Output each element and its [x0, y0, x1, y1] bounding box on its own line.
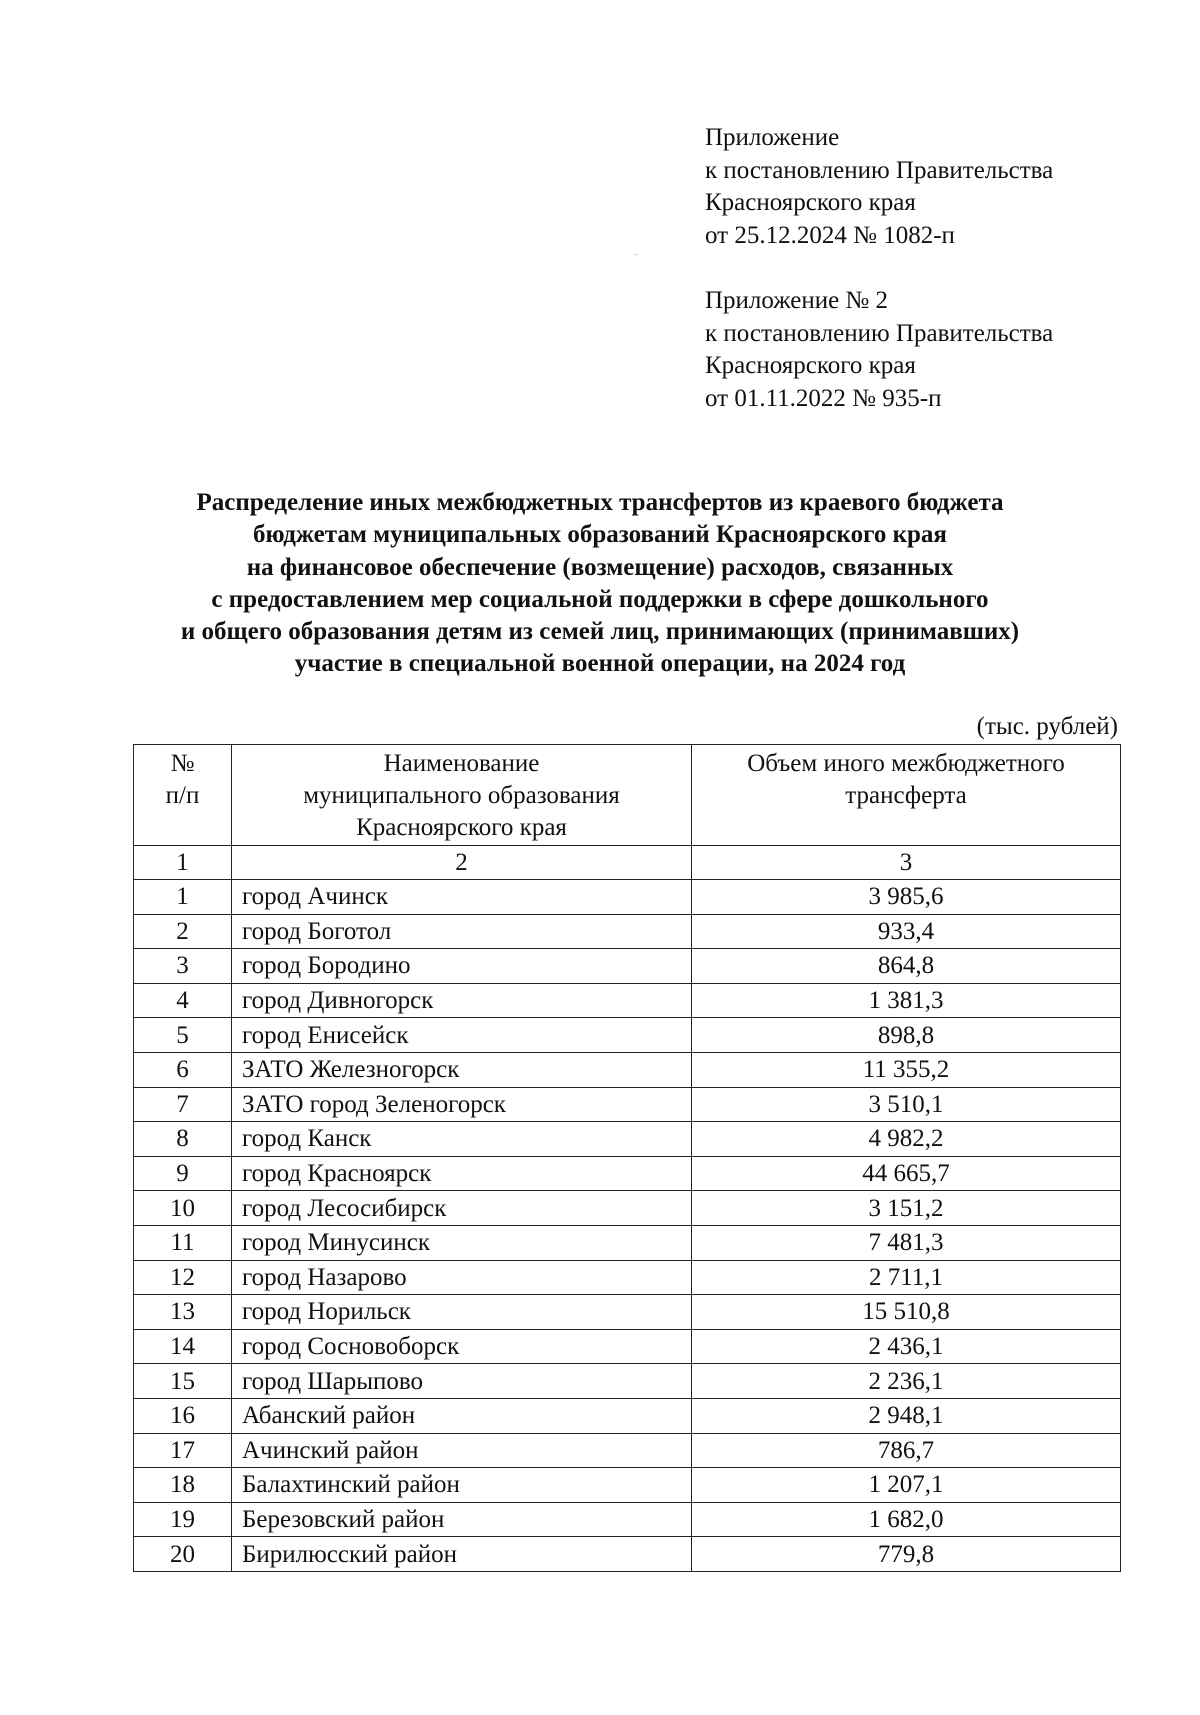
- transfer-amount: 3 510,1: [692, 1087, 1121, 1122]
- table-row: [134, 1537, 1121, 1572]
- row-number: 10: [134, 1191, 232, 1226]
- row-number: 8: [134, 1122, 232, 1157]
- table-row: [134, 1398, 1121, 1433]
- units-label: (тыс. рублей): [976, 713, 1118, 740]
- transfer-amount: 3 151,2: [692, 1191, 1121, 1226]
- municipality-name: город Шарыпово: [232, 1364, 692, 1399]
- table-row: [134, 1468, 1121, 1503]
- table-row: [134, 1018, 1121, 1053]
- row-number: 7: [134, 1087, 232, 1122]
- transfer-amount: 2 948,1: [692, 1398, 1121, 1433]
- header-number: № п/п: [134, 745, 232, 846]
- title-line: с предоставлением мер социальной поддержки в сфере дошкольного: [211, 585, 989, 613]
- municipality-name: ЗАТО Железногорск: [232, 1052, 692, 1087]
- transfer-amount: 3 985,6: [692, 880, 1121, 915]
- table-row: [134, 1156, 1121, 1191]
- municipality-name: город Боготол: [232, 914, 692, 949]
- transfer-amount: 779,8: [692, 1537, 1121, 1572]
- appendix-decree-ref: к постановлению Правительства: [705, 319, 1054, 347]
- table-row: [134, 914, 1121, 949]
- title-line: Распределение иных межбюджетных трансфертов из краевого бюджета: [196, 489, 1004, 516]
- transfer-amount: 2 236,1: [692, 1364, 1121, 1399]
- row-number: 2: [134, 914, 232, 949]
- row-number: 17: [134, 1433, 232, 1468]
- appendix-region: Красноярского края: [705, 352, 916, 379]
- table-row: [134, 983, 1121, 1018]
- distribution-table: [133, 744, 1121, 1572]
- table-row: [134, 1122, 1121, 1157]
- table-row: [134, 1502, 1121, 1537]
- table-header-row: [134, 745, 1121, 846]
- column-number: 1: [134, 846, 232, 880]
- scan-speck: [634, 254, 637, 255]
- table-row: [134, 1191, 1121, 1226]
- table-row: [134, 1364, 1121, 1399]
- municipality-name: Бирилюсский район: [232, 1537, 692, 1572]
- transfer-amount: 898,8: [692, 1018, 1121, 1053]
- row-number: 11: [134, 1225, 232, 1260]
- municipality-name: Балахтинский район: [232, 1468, 692, 1503]
- table-row: [134, 949, 1121, 984]
- row-number: 14: [134, 1329, 232, 1364]
- municipality-name: город Назарово: [232, 1260, 692, 1295]
- transfer-amount: 44 665,7: [692, 1156, 1121, 1191]
- row-number: 19: [134, 1502, 232, 1537]
- row-number: 18: [134, 1468, 232, 1503]
- table-row: [134, 1329, 1121, 1364]
- title-line: бюджетам муниципальных образований Красноярского края: [253, 521, 947, 549]
- table-row: [134, 880, 1121, 915]
- municipality-name: город Красноярск: [232, 1156, 692, 1191]
- municipality-name: город Дивногорск: [232, 983, 692, 1018]
- municipality-name: город Лесосибирск: [232, 1191, 692, 1226]
- transfer-amount: 1 207,1: [692, 1468, 1121, 1503]
- appendix-label: Приложение: [705, 124, 840, 151]
- row-number: 5: [134, 1018, 232, 1053]
- transfer-amount: 2 436,1: [692, 1329, 1121, 1364]
- row-number: 13: [134, 1295, 232, 1330]
- transfer-amount: 4 982,2: [692, 1122, 1121, 1157]
- table-row: [134, 1087, 1121, 1122]
- transfer-amount: 1 381,3: [692, 983, 1121, 1018]
- municipality-name: город Бородино: [232, 949, 692, 984]
- table-row: [134, 1260, 1121, 1295]
- row-number: 9: [134, 1156, 232, 1191]
- row-number: 20: [134, 1537, 232, 1572]
- municipality-name: город Ачинск: [232, 880, 692, 915]
- header-municipality: Наименование муниципального образования Красноярского края: [232, 745, 692, 846]
- appendix-decree-ref: к постановлению Правительства: [705, 156, 1054, 184]
- row-number: 6: [134, 1052, 232, 1087]
- column-number: 3: [692, 846, 1121, 880]
- table-row: [134, 1225, 1121, 1260]
- header-transfer-volume: Объем иного межбюджетного трансферта: [692, 745, 1121, 846]
- municipality-name: город Енисейск: [232, 1018, 692, 1053]
- transfer-amount: 7 481,3: [692, 1225, 1121, 1260]
- transfer-amount: 864,8: [692, 949, 1121, 984]
- transfer-amount: 933,4: [692, 914, 1121, 949]
- municipality-name: город Канск: [232, 1122, 692, 1157]
- table-row: [134, 1052, 1121, 1087]
- appendix-block-current: [705, 122, 1165, 252]
- transfer-amount: 11 355,2: [692, 1052, 1121, 1087]
- row-number: 16: [134, 1398, 232, 1433]
- appendix-date-number: от 25.12.2024 № 1082-п: [705, 221, 955, 249]
- municipality-name: город Минусинск: [232, 1225, 692, 1260]
- municipality-name: город Норильск: [232, 1295, 692, 1330]
- transfer-amount: 1 682,0: [692, 1502, 1121, 1537]
- municipality-name: Ачинский район: [232, 1433, 692, 1468]
- municipality-name: Абанский район: [232, 1398, 692, 1433]
- row-number: 15: [134, 1364, 232, 1399]
- municipality-name: ЗАТО город Зеленогорск: [232, 1087, 692, 1122]
- appendix-label: Приложение № 2: [705, 287, 889, 314]
- municipality-name: город Сосновоборск: [232, 1329, 692, 1364]
- row-number: 1: [134, 880, 232, 915]
- table-row: [134, 1295, 1121, 1330]
- municipality-name: Березовский район: [232, 1502, 692, 1537]
- column-number-row: [134, 846, 1121, 880]
- row-number: 12: [134, 1260, 232, 1295]
- column-number: 2: [232, 846, 692, 880]
- row-number: 3: [134, 949, 232, 984]
- row-number: 4: [134, 983, 232, 1018]
- appendix-region: Красноярского края: [705, 189, 916, 216]
- transfer-amount: 2 711,1: [692, 1260, 1121, 1295]
- transfer-amount: 15 510,8: [692, 1295, 1121, 1330]
- document-title: [120, 487, 1080, 681]
- title-line: и общего образования детям из семей лиц, принимающих (принимавших): [180, 618, 1020, 646]
- appendix-date-number: от 01.11.2022 № 935-п: [705, 384, 942, 412]
- title-line: на финансовое обеспечение (возмещение) расходов, связанных: [246, 553, 954, 581]
- appendix-block-original: [705, 285, 1165, 415]
- title-line: участие в специальной военной операции, на 2024 год: [294, 650, 906, 678]
- table-row: [134, 1433, 1121, 1468]
- transfer-amount: 786,7: [692, 1433, 1121, 1468]
